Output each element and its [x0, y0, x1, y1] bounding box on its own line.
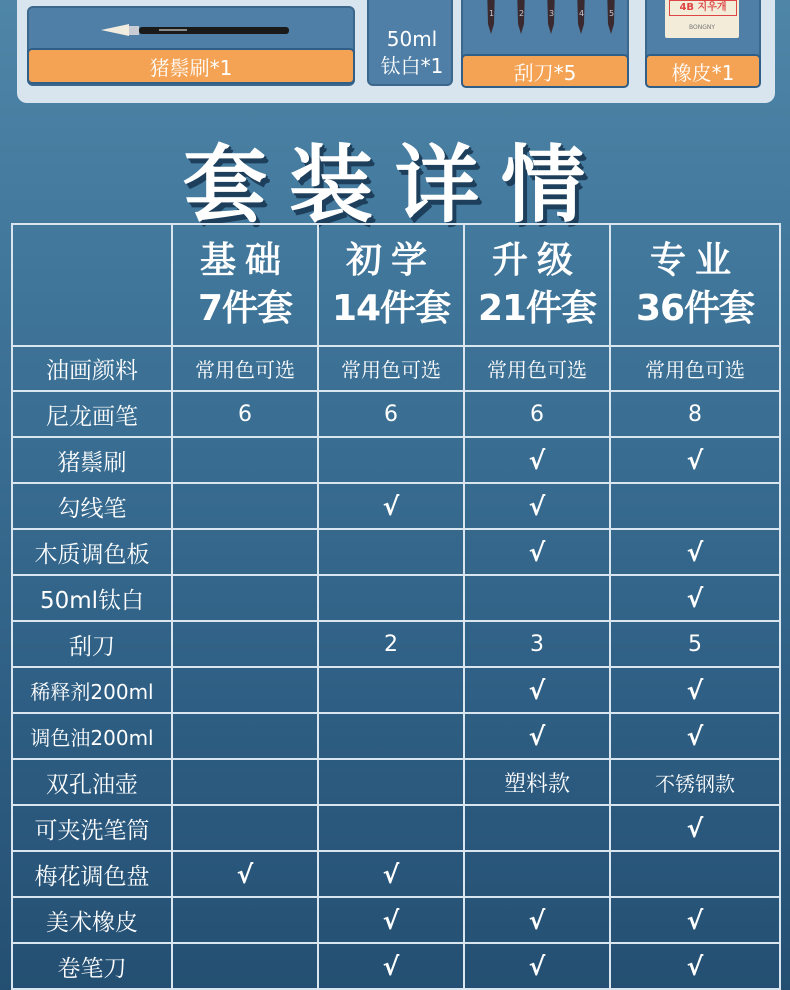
tier-header-upgrade: [464, 224, 610, 346]
table-cell: [318, 575, 464, 621]
row-label: 木质调色板: [12, 529, 172, 575]
row-label: 勾线笔: [12, 483, 172, 529]
table-cell: √: [464, 667, 610, 713]
table-cell: √: [610, 943, 780, 989]
table-cell: √: [610, 667, 780, 713]
table-cell: √: [318, 851, 464, 897]
row-label: 刮刀: [12, 621, 172, 667]
table-cell: √: [464, 943, 610, 989]
table-cell: [318, 667, 464, 713]
table-row: [12, 667, 780, 713]
page-title: 套装详情: [182, 136, 607, 234]
table-cell: √: [610, 437, 780, 483]
table-row: [12, 621, 780, 667]
tier-name: 升级: [491, 240, 582, 281]
table-cell: [172, 713, 318, 759]
tier-name: 基础: [199, 240, 290, 281]
table-row: [12, 759, 780, 805]
table-row: [12, 897, 780, 943]
tier-header-pro: [610, 224, 780, 346]
table-cell: √: [464, 897, 610, 943]
table-cell: √: [172, 851, 318, 897]
table-cell: [610, 483, 780, 529]
row-label: 50ml钛白: [12, 575, 172, 621]
table-cell: [318, 759, 464, 805]
table-row: [12, 575, 780, 621]
table-row: [12, 713, 780, 759]
row-label: 梅花调色盘: [12, 851, 172, 897]
tier-name: 专业: [649, 240, 740, 281]
blade-number: 3: [549, 9, 555, 18]
eraser-box-brand: BONGNY: [688, 24, 716, 31]
eraser-box: [665, 0, 739, 38]
table-cell: [172, 667, 318, 713]
tier-name: 初学: [345, 240, 436, 281]
table-cell: √: [610, 805, 780, 851]
table-cell: √: [318, 897, 464, 943]
blade-number: 4: [579, 9, 585, 18]
table-header-row: [12, 224, 780, 346]
eraser-box-title: 4B 지우개: [669, 0, 737, 16]
table-row: [12, 529, 780, 575]
table-cell: 常用色可选: [610, 346, 780, 391]
table-cell: [318, 529, 464, 575]
table-cell: [172, 897, 318, 943]
table-cell: [172, 483, 318, 529]
blade-number: 1: [489, 9, 495, 18]
product-label-titanium-white-volume: 50ml: [386, 27, 438, 51]
brush-image: [99, 18, 299, 42]
table-cell: [318, 713, 464, 759]
table-cell: √: [464, 437, 610, 483]
table-row: [12, 437, 780, 483]
blade-number: 5: [609, 9, 615, 18]
table-cell: [172, 943, 318, 989]
table-cell: [172, 437, 318, 483]
table-cell: √: [318, 483, 464, 529]
table-row: [12, 346, 780, 391]
table-cell: 不锈钢款: [610, 759, 780, 805]
table-cell: [464, 575, 610, 621]
row-label: 双孔油壶: [12, 759, 172, 805]
table-cell: [172, 805, 318, 851]
table-cell: 塑料款: [464, 759, 610, 805]
row-label: 可夹洗笔筒: [12, 805, 172, 851]
tier-header-beginner: [318, 224, 464, 346]
comparison-table: [11, 223, 781, 990]
header-corner: [12, 224, 172, 346]
row-label: 卷笔刀: [12, 943, 172, 989]
table-cell: √: [610, 575, 780, 621]
product-strip: [17, 0, 775, 103]
row-label: 油画颜料: [12, 346, 172, 391]
product-label-palette-knives: 刮刀*5: [461, 54, 629, 88]
table-cell: [172, 621, 318, 667]
table-cell: [464, 851, 610, 897]
table-cell: 常用色可选: [318, 346, 464, 391]
table-cell: √: [318, 943, 464, 989]
table-row: [12, 851, 780, 897]
tier-count: 36件套: [635, 288, 755, 329]
tier-count: 21件套: [477, 288, 597, 329]
table-cell: 6: [172, 391, 318, 437]
table-cell: 2: [318, 621, 464, 667]
table-row: [12, 805, 780, 851]
row-label: 稀释剂200ml: [12, 667, 172, 713]
table-cell: √: [610, 897, 780, 943]
product-label-eraser: 橡皮*1: [645, 54, 761, 88]
table-cell: 8: [610, 391, 780, 437]
row-label: 美术橡皮: [12, 897, 172, 943]
table-cell: √: [464, 529, 610, 575]
table-cell: 3: [464, 621, 610, 667]
row-label: 尼龙画笔: [12, 391, 172, 437]
tier-count: 14件套: [331, 288, 451, 329]
row-label: 调色油200ml: [12, 713, 172, 759]
table-cell: [464, 805, 610, 851]
table-cell: 常用色可选: [172, 346, 318, 391]
table-cell: [172, 529, 318, 575]
table-cell: [610, 851, 780, 897]
product-label-brush: 猪鬃刷*1: [27, 48, 355, 84]
table-cell: 6: [318, 391, 464, 437]
table-cell: 6: [464, 391, 610, 437]
table-row: [12, 943, 780, 989]
row-label: 猪鬃刷: [12, 437, 172, 483]
table-cell: 常用色可选: [464, 346, 610, 391]
table-cell: [172, 759, 318, 805]
tier-header-basic: [172, 224, 318, 346]
palette-knives-image: [465, 0, 625, 46]
table-cell: √: [610, 529, 780, 575]
table-cell: √: [610, 713, 780, 759]
table-cell: 5: [610, 621, 780, 667]
table-cell: √: [464, 483, 610, 529]
table-row: [12, 483, 780, 529]
table-cell: [318, 437, 464, 483]
table-cell: [172, 575, 318, 621]
blade-number: 2: [519, 9, 525, 18]
table-cell: √: [464, 713, 610, 759]
product-label-titanium-white-name: 钛白*1: [380, 54, 444, 78]
tier-count: 7件套: [197, 288, 293, 329]
table-row: [12, 391, 780, 437]
table-cell: [318, 805, 464, 851]
